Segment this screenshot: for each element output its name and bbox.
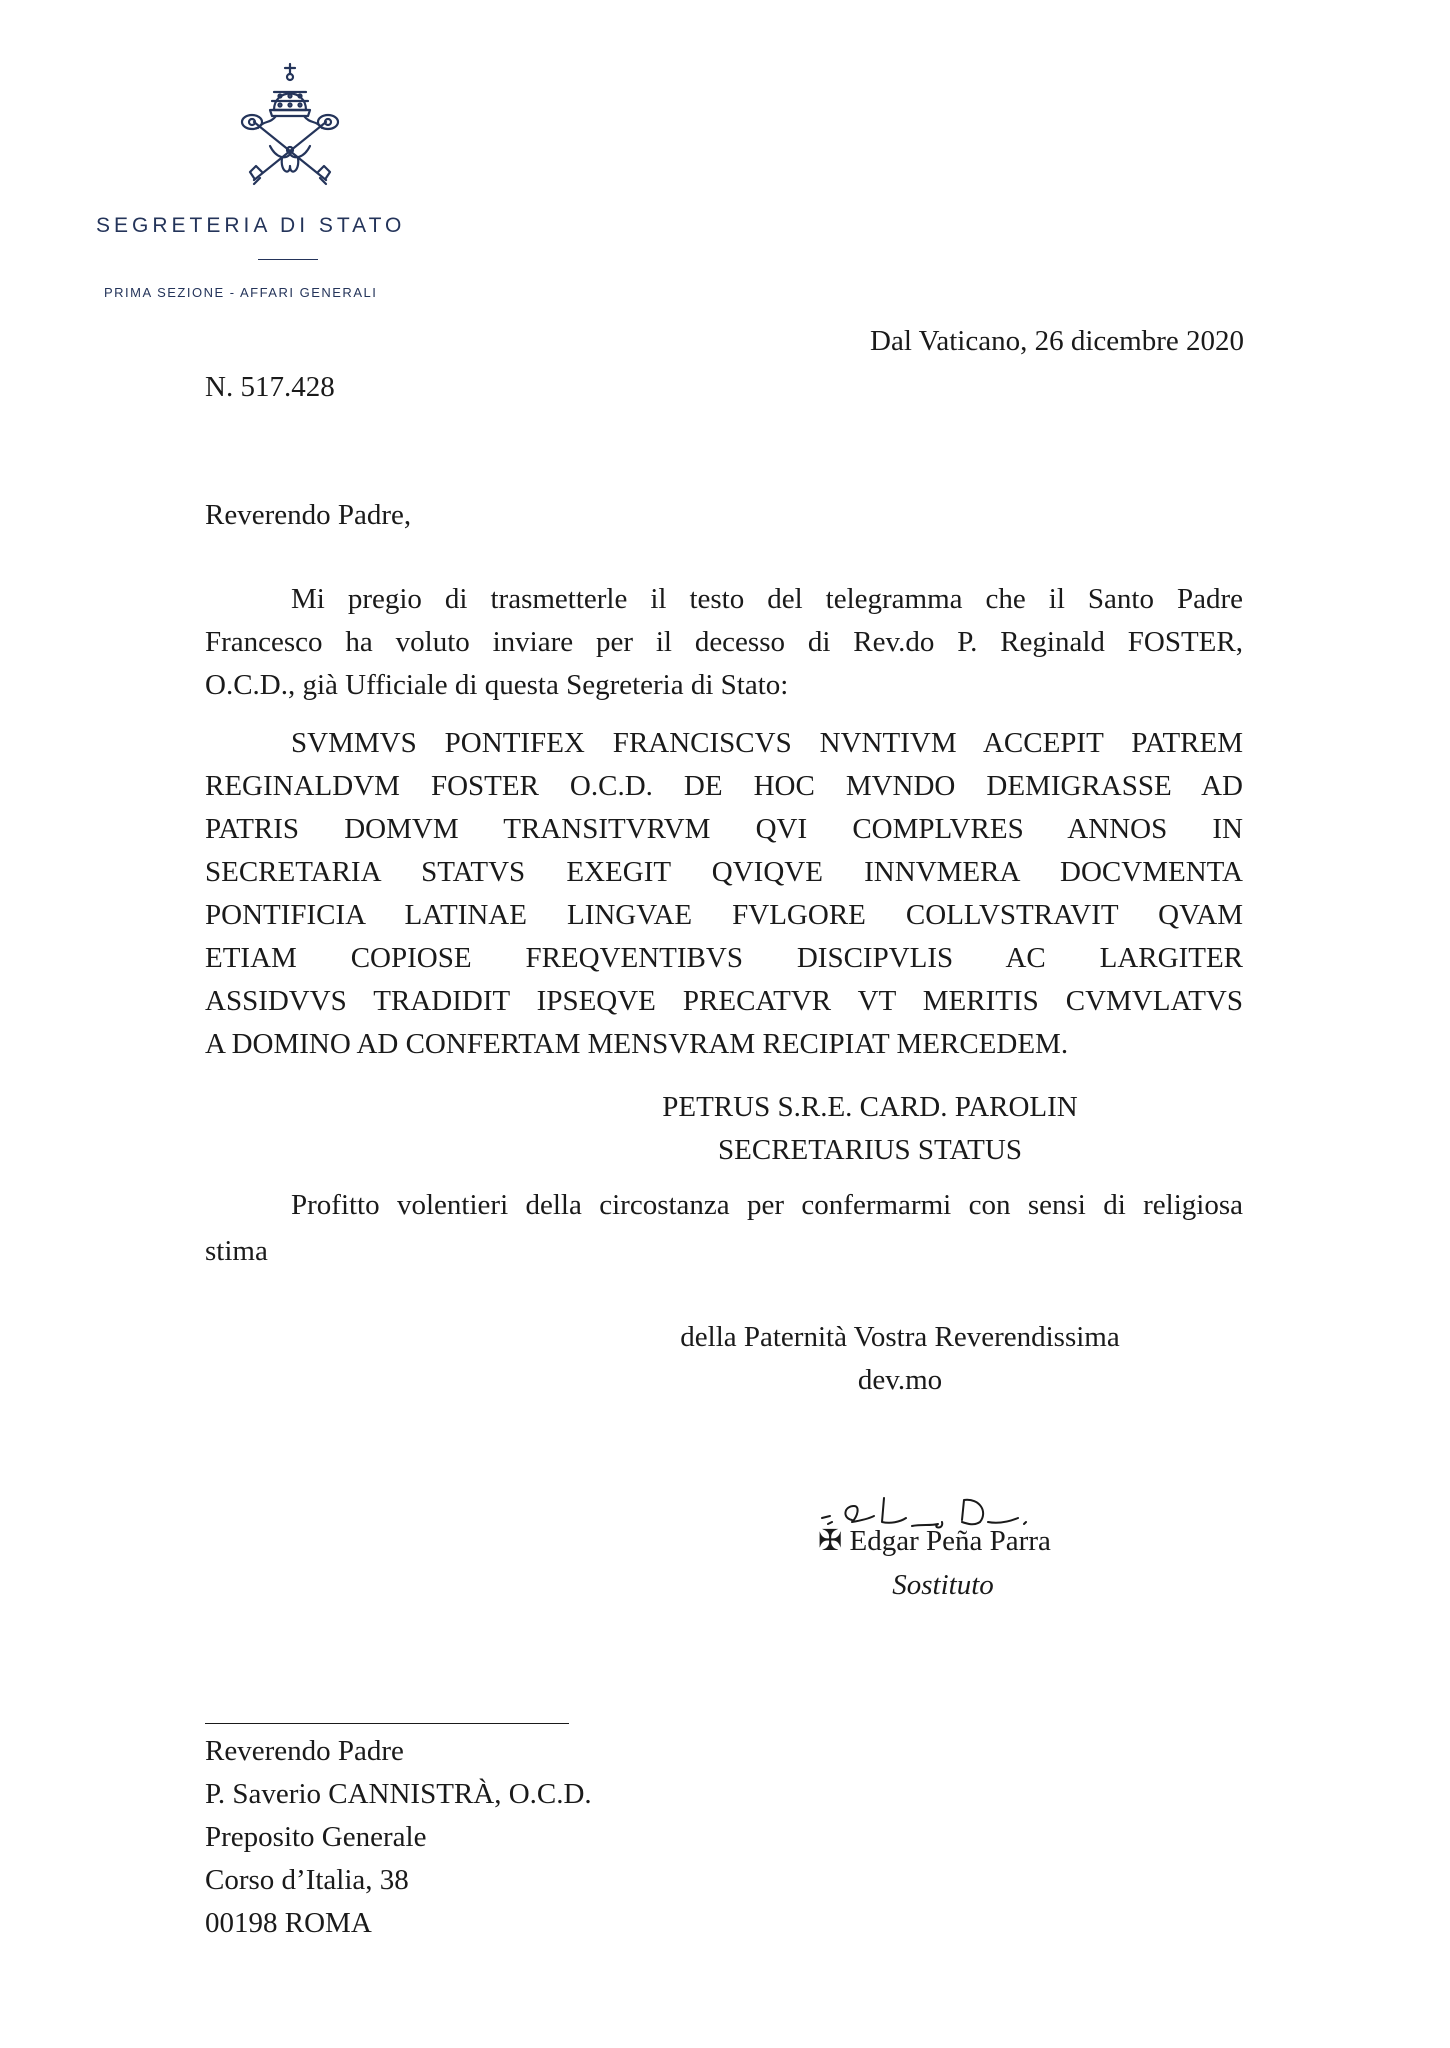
telegram-line: PONTIFICIA LATINAE LINGVAE FVLGORE COLLVSTRAVIT QVAM: [205, 899, 1243, 931]
address-line: Corso d’Italia, 38: [205, 1864, 409, 1896]
valediction-line: della Paternità Vostra Reverendissima: [680, 1321, 1120, 1353]
intro-paragraph: [205, 578, 1243, 707]
telegram-line: PATRIS DOMVM TRANSITVRVM QVI COMPLVRES ANNOS IN: [205, 813, 1243, 845]
org-name: SEGRETERIA DI STATO: [96, 214, 406, 237]
protocol-number: N. 517.428: [205, 371, 335, 403]
org-section: PRIMA SEZIONE - AFFARI GENERALI: [104, 285, 378, 300]
valediction-line: dev.mo: [857, 1364, 943, 1396]
closing-line: Profitto volentieri della circostanza per confermarmi con sensi di religiosa: [291, 1189, 1243, 1221]
address-line: Reverendo Padre: [205, 1735, 404, 1767]
address-line: Preposito Generale: [205, 1821, 427, 1853]
intro-line: Mi pregio di trasmetterle il testo del telegramma che il Santo Padre: [291, 583, 1243, 615]
recipient-address: [205, 1730, 592, 1945]
telegram-line: SECRETARIA STATVS EXEGIT QVIQVE INNVMERA DOCVMENTA: [205, 856, 1243, 888]
address-line: P. Saverio CANNISTRÀ, O.C.D.: [205, 1778, 592, 1810]
telegram-signer-name: PETRUS S.R.E. CARD. PAROLIN: [662, 1091, 1078, 1123]
signer-title: Sostituto: [892, 1569, 994, 1601]
header-divider: [258, 259, 318, 260]
telegram-line: REGINALDVM FOSTER O.C.D. DE HOC MVNDO DEMIGRASSE AD: [205, 770, 1243, 802]
valediction: [620, 1316, 1180, 1402]
telegram-line: SVMMVS PONTIFEX FRANCISCVS NVNTIVM ACCEPIT PATREM: [291, 727, 1243, 759]
telegram-line: A DOMINO AD CONFERTAM MENSVRAM RECIPIAT MERCEDEM.: [205, 1028, 1069, 1060]
intro-line: O.C.D., già Ufficiale di questa Segreteria di Stato:: [205, 669, 789, 701]
telegram-line: ASSIDVVS TRADIDIT IPSEQVE PRECATVR VT MERITIS CVMVLATVS: [205, 985, 1243, 1017]
salutation: Reverendo Padre,: [205, 499, 412, 531]
papal-keys-crest-icon: [230, 62, 350, 192]
date-line: Dal Vaticano, 26 dicembre 2020: [870, 325, 1244, 357]
address-line: 00198 ROMA: [205, 1907, 372, 1939]
signer-name: ✠ Edgar Peña Parra: [818, 1525, 1051, 1557]
closing-paragraph: [205, 1184, 1243, 1227]
telegram-line: ETIAM COPIOSE FREQVENTIBVS DISCIPVLIS AC LARGITER: [205, 942, 1243, 974]
closing-last-word: stima: [205, 1235, 268, 1267]
telegram-signer: [620, 1086, 1120, 1172]
telegram-signer-title: SECRETARIUS STATUS: [718, 1134, 1022, 1166]
address-divider: [205, 1723, 569, 1724]
telegram-text: [205, 722, 1243, 1066]
intro-line: Francesco ha voluto inviare per il decesso di Rev.do P. Reginald FOSTER,: [205, 626, 1243, 658]
